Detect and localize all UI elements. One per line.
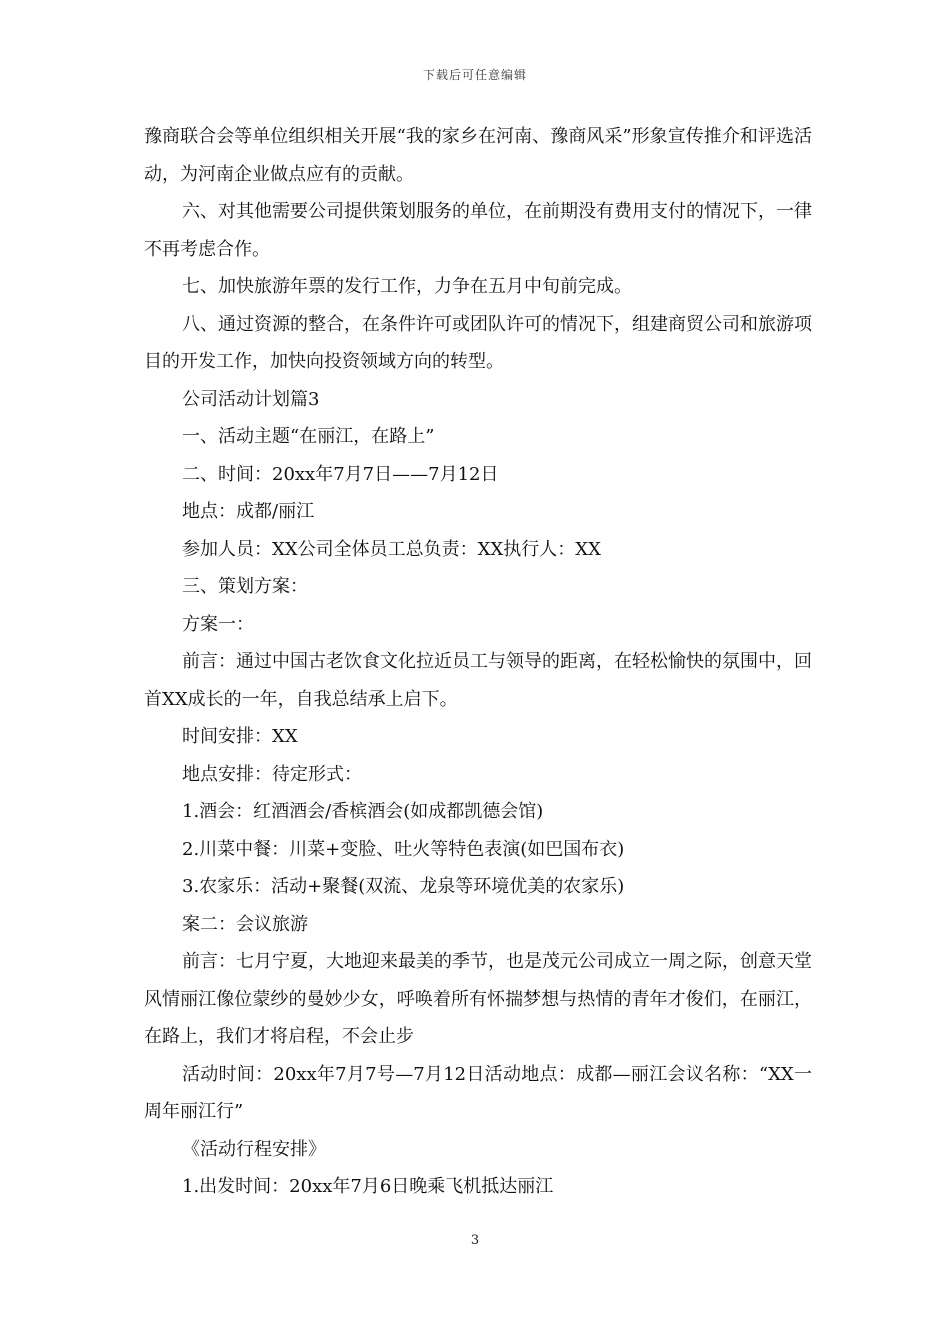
paragraph: 方案一： xyxy=(182,613,254,635)
paragraph: 三、策划方案： xyxy=(182,576,308,597)
paragraph: 七、加快旅游年票的发行工作，力争在五月中旬前完成。 xyxy=(182,276,632,297)
document-body xyxy=(144,118,812,1206)
paragraph: 参加人员：XX公司全体员工总负责：XX执行人：XX xyxy=(182,538,601,560)
paragraph: 前言：通过中国古老饮食文化拉近员工与领导的距离，在轻松愉快的氛围中，回首XX成长的一年，自我总结承上启下。 xyxy=(144,651,812,710)
paragraph: 《活动行程安排》 xyxy=(182,1138,326,1160)
section-title: 公司活动计划篇3 xyxy=(182,388,320,410)
paragraph: 豫商联合会等单位组织相关开展“我的家乡在河南、豫商风采”形象宣传推介和评选活动，为河南企业做点应有的贡献。 xyxy=(144,126,812,185)
paragraph: 二、时间：20xx年7月7日——7月12日 xyxy=(182,463,499,485)
list-item: 1.酒会：红酒酒会/香槟酒会(如成都凯德会馆) xyxy=(182,801,544,822)
page-number: 3 xyxy=(470,1233,480,1248)
paragraph: 地点安排：待定形式： xyxy=(182,763,362,785)
paragraph: 八、通过资源的整合，在条件许可或团队许可的情况下，组建商贸公司和旅游项目的开发工作，加快向投资领域方向的转型。 xyxy=(144,313,812,372)
list-item: 1.出发时间：20xx年7月6日晚乘飞机抵达丽江 xyxy=(182,1176,554,1197)
paragraph: 案二：会议旅游 xyxy=(182,913,308,935)
page-header: 下载后可任意编辑 xyxy=(422,68,527,82)
paragraph: 活动时间：20xx年7月7号—7月12日活动地点：成都—丽江会议名称：“XX一周年丽江行” xyxy=(144,1063,812,1122)
paragraph: 前言：七月宁夏，大地迎来最美的季节，也是茂元公司成立一周之际，创意天堂风情丽江像位蒙纱的曼妙少女，呼唤着所有怀揣梦想与热情的青年才俊们，在丽江，在路上，我们才将启程，不会止步 xyxy=(144,951,812,1047)
paragraph: 时间安排：XX xyxy=(182,726,298,747)
paragraph: 六、对其他需要公司提供策划服务的单位，在前期没有费用支付的情况下，一律不再考虑合作。 xyxy=(144,201,812,260)
list-item: 3.农家乐：活动+聚餐(双流、龙泉等环境优美的农家乐) xyxy=(182,876,625,897)
list-item: 2.川菜中餐：川菜+变脸、吐火等特色表演(如巴国布衣) xyxy=(182,838,625,860)
paragraph: 一、活动主题“在丽江，在路上” xyxy=(182,426,435,447)
paragraph: 地点：成都/丽江 xyxy=(182,501,315,522)
